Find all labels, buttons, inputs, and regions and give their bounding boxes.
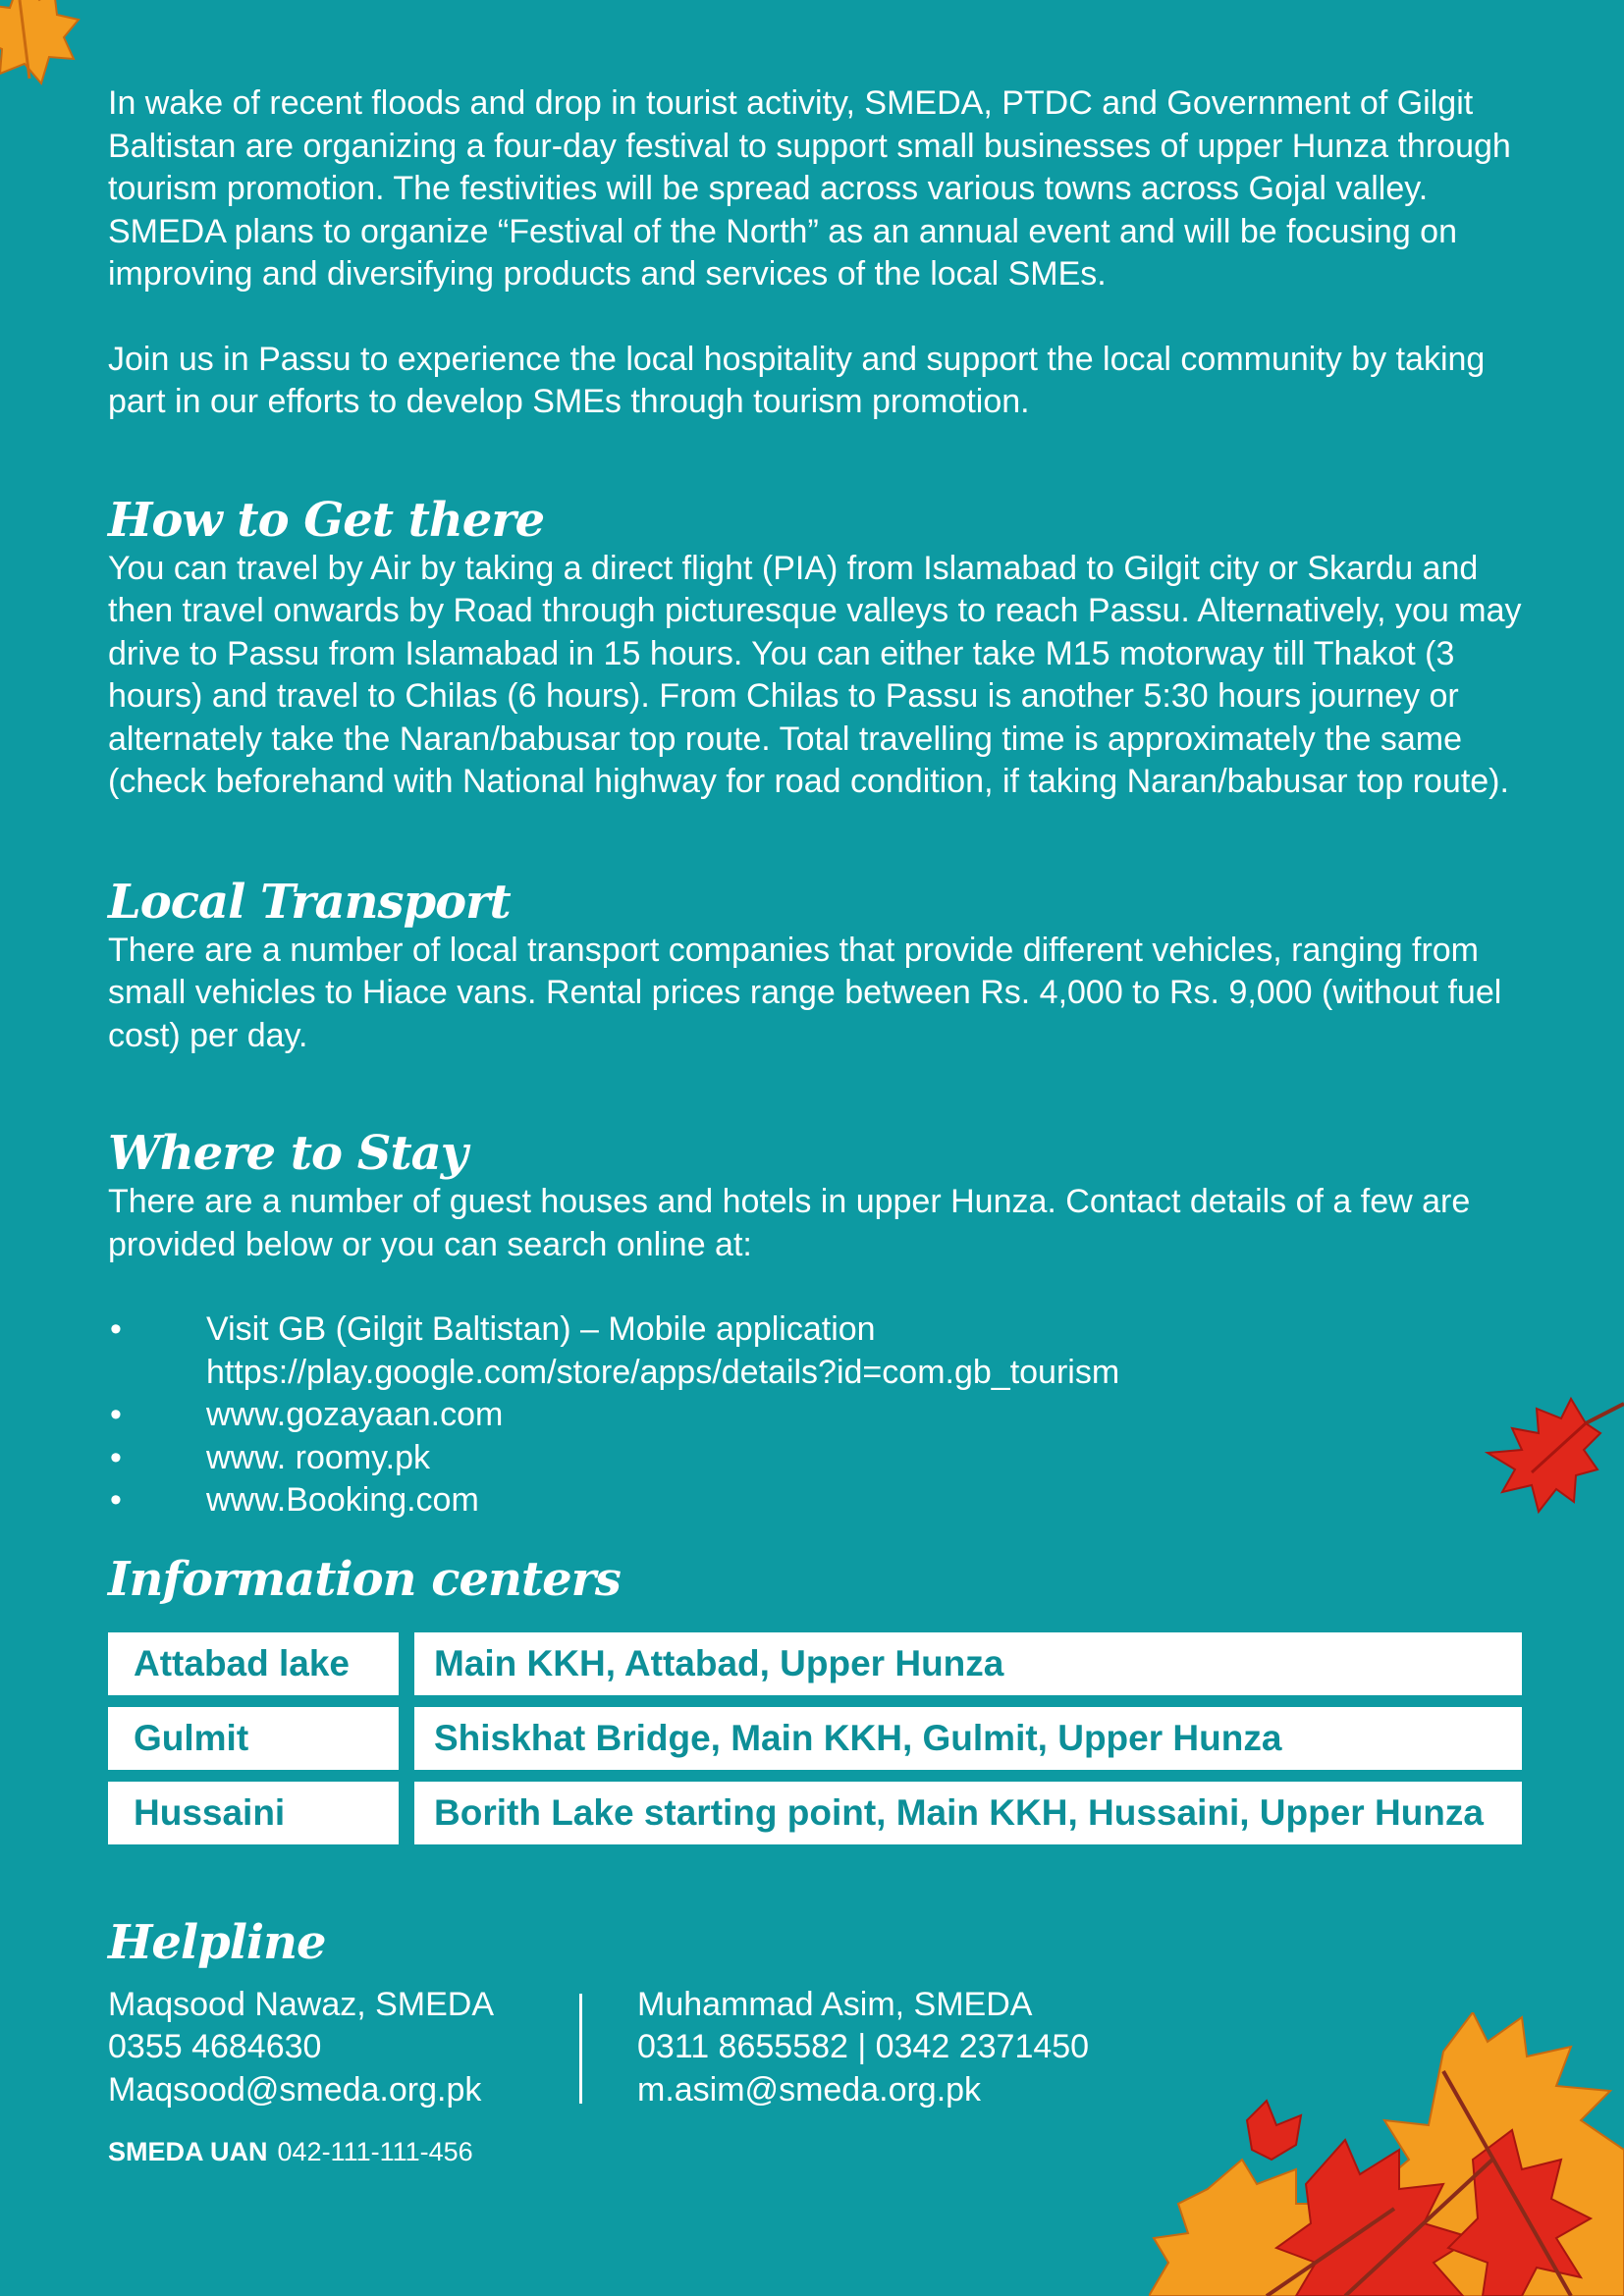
content (108, 82, 1522, 2167)
intro-paragraph-1: In wake of recent floods and drop in tourist activity, SMEDA, PTDC and Government of Gilgit Baltistan are organizing a four-day festival to support small businesses of upper Hunza through tourism promotion. The festivities will be spread across various towns across Gojal valley. SMEDA plans to organize “Festival of the North” as an annual event and will be focusing on improving and diversifying products and services of the local SMEs. (108, 84, 1511, 293)
bullet: • (110, 1310, 122, 1348)
maple-leaf-orange-icon (0, 0, 90, 108)
booking-links-list (108, 1308, 1522, 1522)
uan-number[interactable]: 042-111-111-456 (277, 2137, 473, 2166)
table-row (108, 1632, 1522, 1695)
center-address: Main KKH, Attabad, Upper Hunza (414, 1632, 1522, 1695)
how-to-get-there-heading: How to Get there (108, 492, 545, 548)
list-item[interactable] (108, 1479, 1522, 1522)
center-name: Gulmit (108, 1707, 399, 1770)
list-item[interactable] (108, 1437, 1522, 1480)
uan-label: SMEDA UAN (108, 2137, 268, 2166)
list-item[interactable] (108, 1394, 1522, 1437)
information-centers-heading: Information centers (108, 1551, 621, 1607)
where-to-stay-heading: Where to Stay (108, 1126, 467, 1181)
contact-phone[interactable]: 0311 8655582 | 0342 2371450 (637, 2028, 1090, 2065)
intro-paragraph-2: Join us in Passu to experience the local hospitality and support the local community by taking part in our efforts to develop SMEs through tourism promotion. (108, 340, 1486, 420)
smeda-uan (108, 2137, 1522, 2167)
contact-name: Muhammad Asim, SMEDA (637, 1985, 1033, 2023)
contact-card (637, 1984, 1089, 2112)
link-url[interactable]: https://play.google.com/store/apps/details?id=com.gb_tourism (206, 1353, 1120, 1391)
contact-phone[interactable]: 0355 4684630 (108, 2028, 322, 2065)
contact-card (108, 1984, 560, 2112)
link-url[interactable]: www. roomy.pk (206, 1438, 430, 1476)
link-url[interactable]: www.gozayaan.com (206, 1396, 504, 1433)
list-item[interactable] (108, 1308, 1522, 1394)
bullet: • (110, 1396, 122, 1433)
table-row (108, 1707, 1522, 1770)
helpline-contacts (108, 1984, 1522, 2112)
contact-email[interactable]: Maqsood@smeda.org.pk (108, 2070, 482, 2109)
contact-email[interactable]: m.asim@smeda.org.pk (637, 2070, 982, 2109)
center-address: Borith Lake starting point, Main KKH, Hussaini, Upper Hunza (414, 1782, 1522, 1844)
link-url[interactable]: www.Booking.com (206, 1481, 479, 1519)
helpline-heading: Helpline (108, 1914, 326, 1970)
link-text: Visit GB (Gilgit Baltistan) – Mobile application (206, 1310, 876, 1348)
contact-name: Maqsood Nawaz, SMEDA (108, 1985, 495, 2023)
local-transport-text: There are a number of local transport companies that provide different vehicles, ranging from small vehicles to Hiace vans. Rental prices range between Rs. 4,000 to Rs. 9,000 (without fuel cost) per day. (108, 931, 1502, 1054)
where-to-stay-text: There are a number of guest houses and hotels in upper Hunza. Contact details of a few are provided below or you can search online at: (108, 1183, 1471, 1263)
center-address: Shiskhat Bridge, Main KKH, Gulmit, Upper Hunza (414, 1707, 1522, 1770)
table-row (108, 1782, 1522, 1844)
how-to-get-there-text: You can travel by Air by taking a direct flight (PIA) from Islamabad to Gilgit city or Skardu and then travel onwards by Road through picturesque valleys to reach Passu. Alternatively, you may drive to Passu from Islamabad in 15 hours. You can either take M15 motorway till Thakot (3 hours) and travel to Chilas (6 hours). From Chilas to Passu is another 5:30 hours journey or alternately take the Naran/babusar top route. Total travelling time is approximately the same (check beforehand with National highway for road condition, if taking Naran/babusar top route). (108, 549, 1522, 800)
bullet: • (110, 1481, 122, 1519)
information-centers-table (108, 1632, 1522, 1844)
bullet: • (110, 1438, 122, 1476)
center-name: Hussaini (108, 1782, 399, 1844)
local-transport-heading: Local Transport (108, 874, 511, 930)
center-name: Attabad lake (108, 1632, 399, 1695)
divider (579, 1994, 582, 2104)
